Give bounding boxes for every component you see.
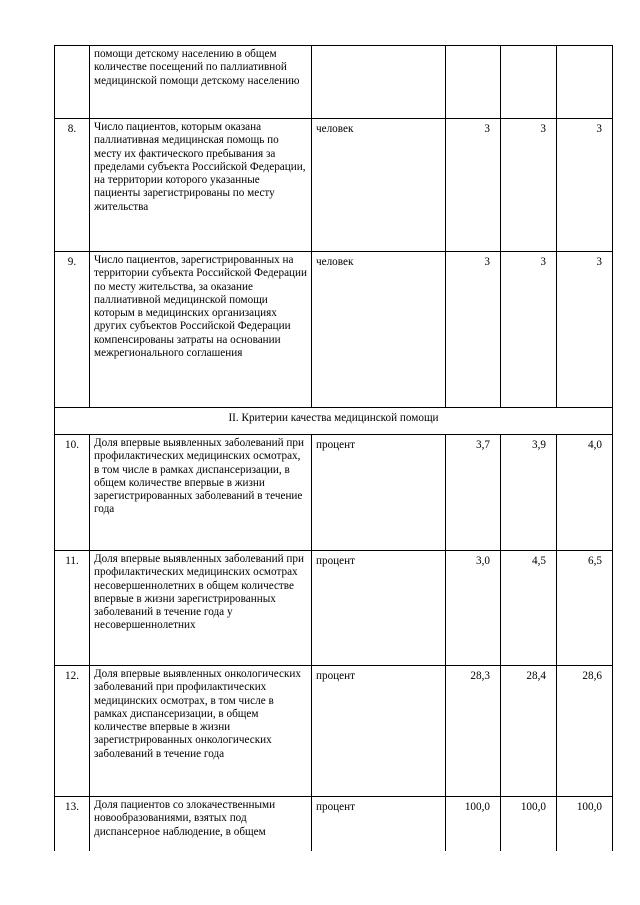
indicator-name: Доля впервые выявленных онкологических заболеваний при профилактических медицинских осмотрах, в том числе в рамках диспансеризации, в общем количестве впервые в жизни зарегистрированных онкологических заболеваний в течение года <box>90 666 312 797</box>
row-number: 12. <box>55 666 90 797</box>
section-header-row <box>55 408 613 435</box>
row-number: 13. <box>55 797 90 851</box>
unit-cell: процент <box>312 551 446 666</box>
value-year-3 <box>557 46 613 119</box>
value-year-2: 4,5 <box>501 551 557 666</box>
indicator-name: Доля впервые выявленных заболеваний при профилактических медицинских осмотрах несовершеннолетних в общем количестве впервые в жизни зарегистрированных заболеваний в течение года у несовершеннолетних <box>90 551 312 666</box>
row-number <box>55 46 90 119</box>
table-row <box>55 797 613 851</box>
value-year-2: 100,0 <box>501 797 557 851</box>
row-number: 10. <box>55 435 90 551</box>
value-year-3: 4,0 <box>557 435 613 551</box>
value-year-1: 100,0 <box>446 797 501 851</box>
indicator-name: Доля пациентов со злокачественными новообразованиями, взятых под диспансерное наблюдение, в общем <box>90 797 312 851</box>
value-year-2: 3 <box>501 252 557 408</box>
indicator-name: помощи детскому населению в общем количестве посещений по паллиативной медицинской помощи детскому населению <box>90 46 312 119</box>
section-title: II. Критерии качества медицинской помощи <box>55 408 613 435</box>
table-row <box>55 551 613 666</box>
value-year-1 <box>446 46 501 119</box>
table-row <box>55 119 613 252</box>
value-year-1: 28,3 <box>446 666 501 797</box>
unit-cell: процент <box>312 666 446 797</box>
value-year-3: 3 <box>557 252 613 408</box>
value-year-3: 28,6 <box>557 666 613 797</box>
indicator-name: Число пациентов, которым оказана паллиативная медицинская помощь по месту их фактического пребывания за пределами субъекта Российской Федерации, на территории которого указанные пациенты зарегистрированы по месту жительства <box>90 119 312 252</box>
row-number: 8. <box>55 119 90 252</box>
row-number: 9. <box>55 252 90 408</box>
value-year-1: 3 <box>446 252 501 408</box>
table-row <box>55 252 613 408</box>
value-year-2: 3 <box>501 119 557 252</box>
table-row <box>55 435 613 551</box>
value-year-3: 6,5 <box>557 551 613 666</box>
value-year-3: 100,0 <box>557 797 613 851</box>
unit-cell: человек <box>312 252 446 408</box>
value-year-2 <box>501 46 557 119</box>
value-year-1: 3 <box>446 119 501 252</box>
value-year-3: 3 <box>557 119 613 252</box>
indicator-name: Доля впервые выявленных заболеваний при профилактических медицинских осмотрах, в том числе в рамках диспансеризации, в общем количестве впервые в жизни зарегистрированных заболеваний в течение года <box>90 435 312 551</box>
table-row <box>55 46 613 119</box>
table-row <box>55 666 613 797</box>
indicator-name: Число пациентов, зарегистрированных на территории субъекта Российской Федерации по месту жительства, за оказание паллиативной медицинской помощи которым в медицинских организациях других субъектов Российской Федерации компенсированы затраты на основании межрегионального соглашения <box>90 252 312 408</box>
value-year-2: 3,9 <box>501 435 557 551</box>
unit-cell: человек <box>312 119 446 252</box>
unit-cell <box>312 46 446 119</box>
value-year-2: 28,4 <box>501 666 557 797</box>
unit-cell: процент <box>312 797 446 851</box>
row-number: 11. <box>55 551 90 666</box>
value-year-1: 3,7 <box>446 435 501 551</box>
indicators-table <box>54 45 613 851</box>
unit-cell: процент <box>312 435 446 551</box>
value-year-1: 3,0 <box>446 551 501 666</box>
